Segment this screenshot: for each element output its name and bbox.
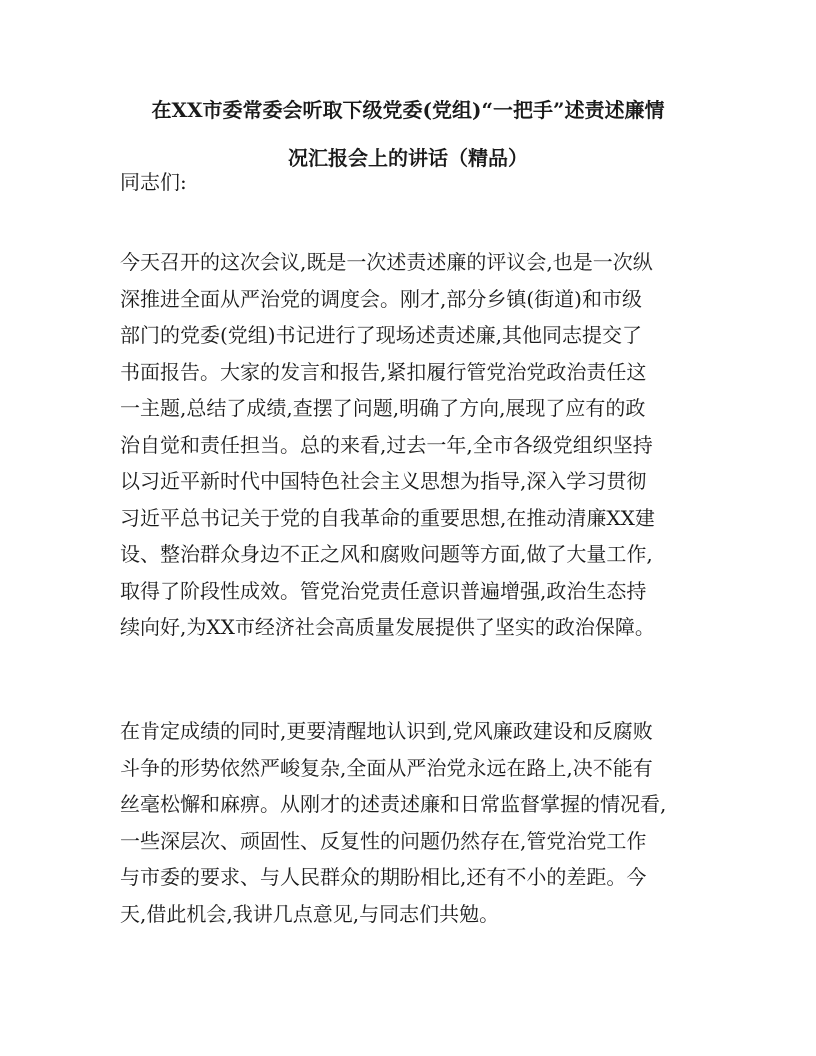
salutation: 同志们: [120,170,187,194]
paragraph-line: 在肯定成绩的同时,更要清醒地认识到,党风廉政建设和反腐败 [120,719,653,743]
paragraph-line: 治自觉和责任担当。总的来看,过去一年,全市各级党组织坚持 [120,432,653,457]
paragraph-line: 书面报告。大家的发言和报告,紧扣履行管党治党政治责任这 [120,359,647,384]
paragraph-line: 续向好,为XX市经济社会高质量发展提供了坚实的政治保障。 [120,615,655,639]
paragraph-line: 丝毫松懈和麻痹。从刚才的述责述廉和日常监督掌握的情况看, [120,792,667,816]
title-line-2: 况汇报会上的讲话（精品） [288,146,528,170]
paragraph-line: 斗争的形势依然严峻复杂,全面从严治党永远在路上,决不能有 [120,755,653,780]
paragraph-line: 天,借此机会,我讲几点意见,与同志们共勉。 [120,901,500,926]
paragraph-line: 部门的党委(党组)书记进行了现场述责述廉,其他同志提交了 [120,323,642,347]
paragraph-line: 取得了阶段性成效。管党治党责任意识普遍增强,政治生态持 [120,578,647,603]
paragraph-line: 习近平总书记关于党的自我革命的重要思想,在推动清廉XX建 [120,505,655,530]
paragraph-line: 以习近平新时代中国特色社会主义思想为指导,深入学习贯彻 [120,469,647,493]
paragraph-line: 一些深层次、顽固性、反复性的问题仍然存在,管党治党工作 [120,828,647,853]
document-title [110,86,706,182]
paragraph-2 [120,713,720,932]
paragraph-line: 今天召开的这次会议,既是一次述责述廉的评议会,也是一次纵 [120,250,653,274]
title-line-1: 在XX市委常委会听取下级党委(党组)“一把手”述责述廉情 [151,98,665,122]
paragraph-line: 设、整治群众身边不正之风和腐败问题等方面,做了大量工作, [120,542,653,566]
paragraph-1 [120,244,720,646]
paragraph-line: 深推进全面从严治党的调度会。刚才,部分乡镇(街道)和市级 [120,286,642,311]
paragraph-line: 与市委的要求、与人民群众的期盼相比,还有不小的差距。今 [120,865,647,889]
paragraph-line: 一主题,总结了成绩,查摆了问题,明确了方向,展现了应有的政 [120,396,646,420]
